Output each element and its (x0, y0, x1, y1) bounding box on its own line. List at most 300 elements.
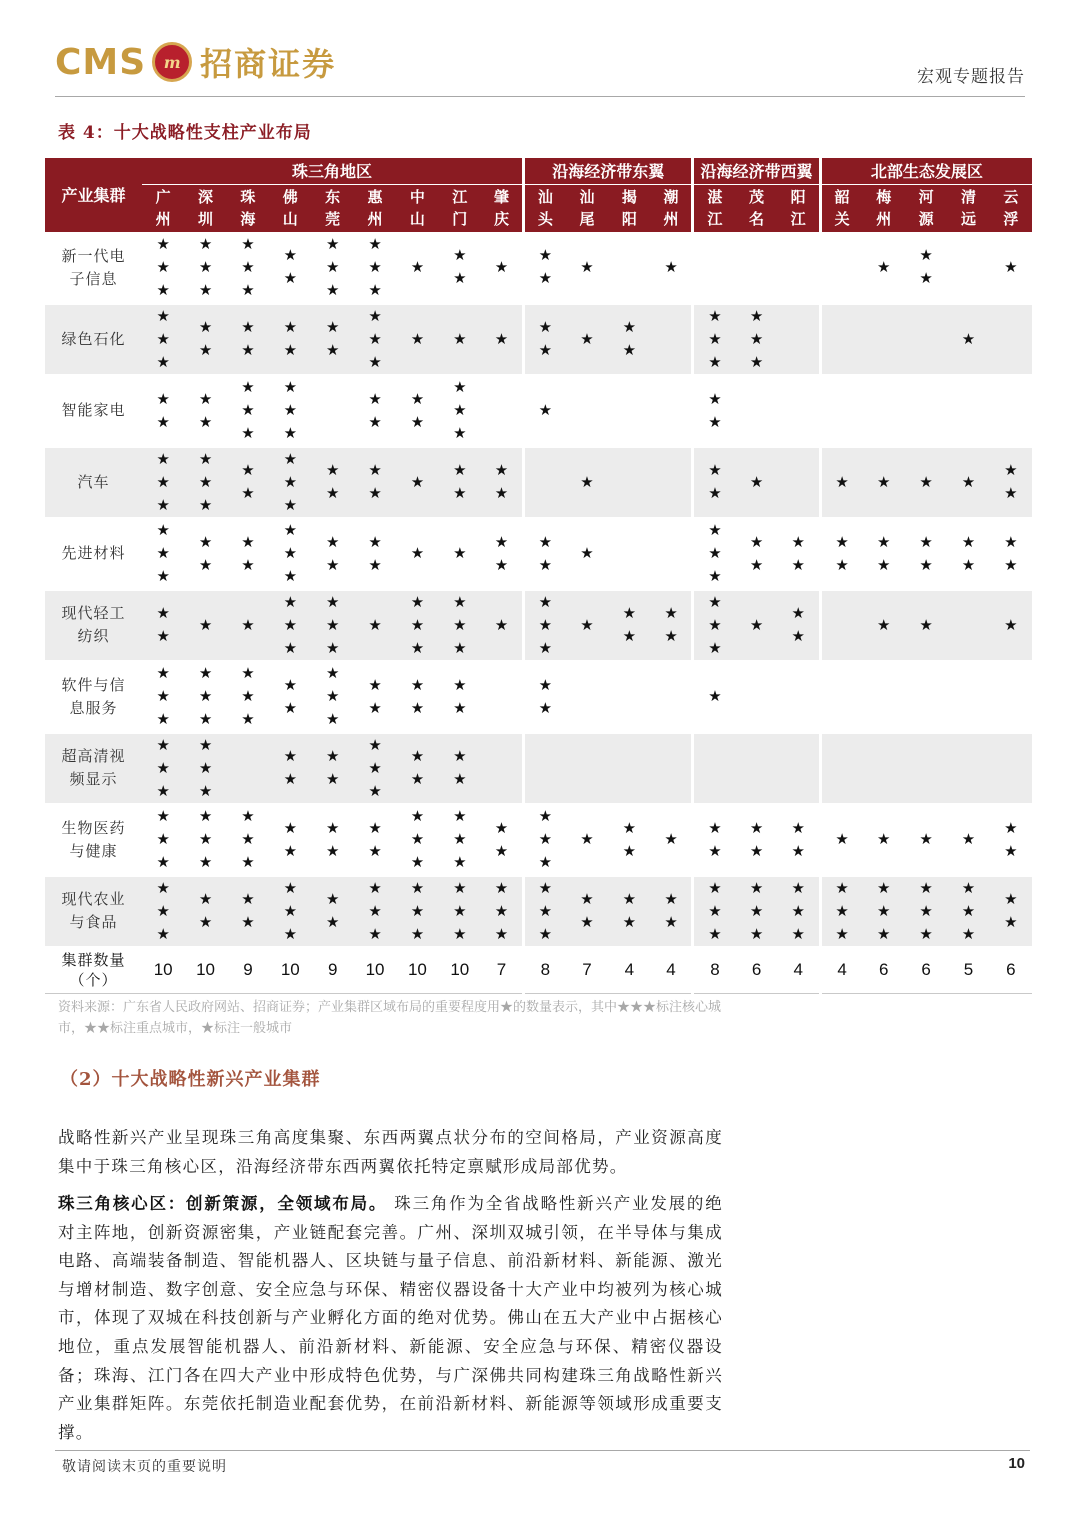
star-rating-cell (990, 447, 1032, 519)
star-icon: ★ (749, 924, 764, 943)
star-rating-cell (905, 661, 947, 733)
star-icon: ★ (835, 532, 849, 551)
section-title: （2）十大战略性新兴产业集群 (60, 1069, 321, 1090)
star-rating-cell (863, 375, 905, 447)
star-icon: ★ (494, 878, 509, 897)
star-icon: ★ (538, 401, 553, 420)
star-icon: ★ (580, 830, 594, 849)
star-rating-cell (905, 876, 947, 948)
star-icon: ★ (198, 234, 213, 253)
star-icon: ★ (453, 329, 467, 348)
count-cell: 9 (227, 947, 269, 993)
star-icon: ★ (156, 257, 170, 276)
star-icon: ★ (835, 472, 849, 491)
star-icon: ★ (791, 532, 805, 551)
star-rating-cell (184, 447, 226, 519)
star-icon: ★ (325, 710, 340, 729)
star-icon: ★ (919, 555, 933, 574)
star-icon: ★ (664, 913, 678, 932)
star-rating-cell (312, 804, 354, 876)
star-icon: ★ (410, 329, 425, 348)
star-icon: ★ (198, 280, 213, 299)
star-icon: ★ (283, 424, 298, 443)
star-rating-cell (651, 304, 693, 376)
star-icon: ★ (241, 280, 255, 299)
star-icon: ★ (961, 830, 976, 849)
star-icon: ★ (241, 532, 255, 551)
count-cell: 6 (990, 947, 1032, 993)
star-icon: ★ (453, 615, 467, 634)
star-icon: ★ (580, 913, 594, 932)
star-icon: ★ (1004, 555, 1018, 574)
star-rating-cell (396, 804, 438, 876)
star-icon: ★ (453, 461, 467, 480)
region-header: 珠三角地区 (142, 158, 523, 184)
star-icon: ★ (368, 389, 382, 408)
star-icon: ★ (538, 555, 553, 574)
star-rating-cell (693, 232, 735, 304)
star-icon: ★ (664, 627, 678, 646)
star-icon: ★ (325, 747, 340, 766)
count-cell: 6 (863, 947, 905, 993)
star-icon: ★ (919, 615, 933, 634)
star-rating-cell (142, 876, 184, 948)
industry-name: 新一代电 子信息 (45, 232, 142, 304)
star-icon: ★ (410, 853, 425, 872)
star-icon: ★ (241, 615, 255, 634)
star-icon: ★ (580, 544, 594, 563)
star-icon: ★ (156, 781, 170, 800)
star-rating-cell (990, 733, 1032, 805)
star-rating-cell (990, 661, 1032, 733)
star-icon: ★ (198, 687, 213, 706)
star-icon: ★ (410, 544, 425, 563)
star-rating-cell (269, 590, 311, 662)
star-icon: ★ (368, 306, 382, 325)
star-icon: ★ (538, 698, 553, 717)
star-icon: ★ (283, 592, 298, 611)
star-rating-cell (947, 375, 989, 447)
star-icon: ★ (919, 269, 933, 288)
star-icon: ★ (241, 341, 255, 360)
star-rating-cell (566, 876, 608, 948)
star-rating-cell (947, 733, 989, 805)
star-icon: ★ (749, 352, 764, 371)
star-icon: ★ (1004, 484, 1018, 503)
city-header: 汕 尾 (566, 184, 608, 232)
city-header: 中 山 (396, 184, 438, 232)
star-icon: ★ (410, 412, 425, 431)
star-rating-cell (905, 232, 947, 304)
city-header: 梅 州 (863, 184, 905, 232)
star-icon: ★ (198, 758, 213, 777)
city-header: 惠 州 (354, 184, 396, 232)
star-icon: ★ (708, 567, 722, 586)
star-icon: ★ (283, 698, 298, 717)
star-icon: ★ (1004, 257, 1018, 276)
star-icon: ★ (283, 544, 298, 563)
star-rating-cell (184, 232, 226, 304)
star-icon: ★ (368, 818, 382, 837)
star-rating-cell (142, 447, 184, 519)
star-icon: ★ (241, 318, 255, 337)
star-icon: ★ (708, 841, 722, 860)
star-rating-cell (142, 304, 184, 376)
star-rating-cell (608, 232, 650, 304)
star-icon: ★ (368, 461, 382, 480)
star-icon: ★ (538, 341, 553, 360)
star-icon: ★ (538, 592, 553, 611)
star-rating-cell (523, 876, 565, 948)
star-rating-cell (651, 518, 693, 590)
star-rating-cell (693, 733, 735, 805)
star-icon: ★ (283, 472, 298, 491)
star-rating-cell (184, 661, 226, 733)
star-icon: ★ (664, 257, 678, 276)
star-icon: ★ (538, 246, 553, 265)
star-rating-cell (947, 304, 989, 376)
star-rating-cell (354, 804, 396, 876)
star-rating-cell (312, 304, 354, 376)
star-icon: ★ (453, 853, 467, 872)
star-rating-cell (184, 733, 226, 805)
star-rating-cell (312, 661, 354, 733)
star-icon: ★ (453, 269, 467, 288)
star-icon: ★ (325, 913, 340, 932)
star-rating-cell (735, 232, 777, 304)
star-icon: ★ (283, 341, 298, 360)
star-icon: ★ (835, 924, 849, 943)
star-icon: ★ (325, 484, 340, 503)
industry-name: 绿色石化 (45, 304, 142, 376)
star-rating-cell (693, 518, 735, 590)
star-icon: ★ (453, 638, 467, 657)
star-rating-cell (566, 518, 608, 590)
star-rating-cell (905, 733, 947, 805)
star-rating-cell (481, 804, 523, 876)
paragraph-body: 珠三角作为全省战略性新兴产业发展的绝对主阵地，创新资源密集，产业链配套完善。广州、深圳双城引领，在半导体与集成电路、高端装备制造、智能机器人、区块链与量子信息、前沿新材料、新能源、激光与增材制造、数字创意、安全应急与环保、精密仪器设备十大产业中均被列为核心城市，体现了双城在科技创新与产业孵化方面的绝对优势。佛山在五大产业中占据核心地位，重点发展智能机器人、前沿新材料、新能源、安全应急与环保、精密仪器设备；珠海、江门各在四大产业中形成特色优势，与广深佛共同构建珠三角战略性新兴产业集群矩阵。东莞依托制造业配套优势，在前沿新材料、新能源等领域形成重要支撑。 (58, 1194, 724, 1442)
industry-name: 现代轻工 纺织 (45, 590, 142, 662)
star-icon: ★ (198, 615, 213, 634)
star-icon: ★ (580, 890, 594, 909)
star-icon: ★ (1004, 818, 1018, 837)
star-rating-cell (481, 590, 523, 662)
star-icon: ★ (156, 306, 170, 325)
count-cell: 4 (778, 947, 820, 993)
industry-name: 智能家电 (45, 375, 142, 447)
star-rating-cell (608, 304, 650, 376)
star-icon: ★ (919, 901, 933, 920)
star-icon: ★ (876, 878, 891, 897)
star-icon: ★ (368, 901, 382, 920)
count-cell: 9 (312, 947, 354, 993)
star-rating-cell (354, 661, 396, 733)
star-icon: ★ (919, 924, 933, 943)
table-row (45, 876, 1032, 948)
star-rating-cell (439, 804, 481, 876)
star-icon: ★ (876, 901, 891, 920)
star-icon: ★ (538, 853, 553, 872)
star-icon: ★ (1004, 461, 1018, 480)
star-icon: ★ (283, 246, 298, 265)
star-icon: ★ (453, 901, 467, 920)
star-icon: ★ (368, 532, 382, 551)
star-icon: ★ (410, 924, 425, 943)
star-rating-cell (863, 661, 905, 733)
city-header: 汕 头 (523, 184, 565, 232)
star-rating-cell (735, 375, 777, 447)
star-rating-cell (312, 876, 354, 948)
star-icon: ★ (538, 269, 553, 288)
industry-name: 汽车 (45, 447, 142, 519)
star-rating-cell (566, 375, 608, 447)
star-icon: ★ (325, 890, 340, 909)
star-icon: ★ (494, 841, 509, 860)
star-rating-cell (481, 518, 523, 590)
star-icon: ★ (961, 901, 976, 920)
star-icon: ★ (156, 412, 170, 431)
star-icon: ★ (749, 818, 764, 837)
star-icon: ★ (1004, 532, 1018, 551)
count-cell: 8 (523, 947, 565, 993)
star-icon: ★ (622, 913, 637, 932)
star-rating-cell (354, 590, 396, 662)
star-rating-cell (778, 590, 820, 662)
corner-label: 产业集群 (45, 158, 142, 232)
count-label: 集群数量 （个） (45, 947, 142, 993)
star-icon: ★ (708, 687, 722, 706)
star-rating-cell (693, 590, 735, 662)
star-icon: ★ (368, 675, 382, 694)
star-rating-cell (651, 804, 693, 876)
star-icon: ★ (622, 604, 637, 623)
star-rating-cell (651, 447, 693, 519)
star-icon: ★ (156, 853, 170, 872)
star-icon: ★ (198, 555, 213, 574)
star-rating-cell (608, 590, 650, 662)
page-header (55, 38, 1025, 98)
star-icon: ★ (538, 675, 553, 694)
star-icon: ★ (876, 830, 891, 849)
star-rating-cell (820, 590, 862, 662)
star-rating-cell (396, 375, 438, 447)
city-header: 韶 关 (820, 184, 862, 232)
star-icon: ★ (368, 555, 382, 574)
star-rating-cell (778, 518, 820, 590)
star-rating-cell (142, 375, 184, 447)
star-icon: ★ (198, 664, 213, 683)
star-rating-cell (778, 733, 820, 805)
star-icon: ★ (876, 257, 891, 276)
star-rating-cell (693, 876, 735, 948)
star-icon: ★ (156, 878, 170, 897)
star-rating-cell (905, 447, 947, 519)
star-icon: ★ (961, 472, 976, 491)
logo-latin: CMS (55, 41, 147, 83)
star-rating-cell (566, 447, 608, 519)
star-rating-cell (820, 804, 862, 876)
city-header: 湛 江 (693, 184, 735, 232)
star-icon: ★ (961, 329, 976, 348)
star-rating-cell (778, 447, 820, 519)
table-row (45, 733, 1032, 805)
star-icon: ★ (283, 567, 298, 586)
star-icon: ★ (241, 234, 255, 253)
industry-layout-table (45, 158, 1032, 994)
count-cell: 4 (608, 947, 650, 993)
star-icon: ★ (283, 269, 298, 288)
star-icon: ★ (708, 521, 722, 540)
star-icon: ★ (156, 687, 170, 706)
star-icon: ★ (708, 818, 722, 837)
star-icon: ★ (241, 555, 255, 574)
star-icon: ★ (283, 818, 298, 837)
industry-name: 生物医药 与健康 (45, 804, 142, 876)
star-rating-cell (269, 518, 311, 590)
star-rating-cell (142, 518, 184, 590)
star-rating-cell (396, 590, 438, 662)
star-icon: ★ (708, 615, 722, 634)
star-rating-cell (227, 876, 269, 948)
paragraph-prd-core (58, 1190, 723, 1447)
star-icon: ★ (708, 329, 722, 348)
star-icon: ★ (708, 924, 722, 943)
star-icon: ★ (156, 924, 170, 943)
star-icon: ★ (368, 412, 382, 431)
star-icon: ★ (410, 592, 425, 611)
star-icon: ★ (156, 389, 170, 408)
star-rating-cell (523, 518, 565, 590)
star-icon: ★ (494, 615, 509, 634)
count-cell: 6 (735, 947, 777, 993)
table-caption: 表 4：十大战略性支柱产业布局 (58, 123, 312, 143)
star-icon: ★ (241, 687, 255, 706)
city-header: 云 浮 (990, 184, 1032, 232)
star-icon: ★ (919, 472, 933, 491)
star-icon: ★ (538, 638, 553, 657)
star-icon: ★ (876, 615, 891, 634)
star-rating-cell (820, 447, 862, 519)
star-icon: ★ (876, 924, 891, 943)
star-rating-cell (142, 590, 184, 662)
star-icon: ★ (283, 901, 298, 920)
star-icon: ★ (453, 924, 467, 943)
star-rating-cell (990, 590, 1032, 662)
star-icon: ★ (919, 830, 933, 849)
star-icon: ★ (664, 890, 678, 909)
star-icon: ★ (708, 412, 722, 431)
table-row (45, 661, 1032, 733)
logo-chinese: 招商证券 (200, 45, 337, 83)
region-header: 沿海经济带西翼 (693, 158, 820, 184)
star-rating-cell (947, 590, 989, 662)
city-header: 肇 庆 (481, 184, 523, 232)
star-icon: ★ (791, 627, 805, 646)
star-icon: ★ (325, 257, 340, 276)
star-icon: ★ (156, 627, 170, 646)
star-icon: ★ (198, 341, 213, 360)
region-header: 北部生态发展区 (820, 158, 1032, 184)
star-rating-cell (396, 232, 438, 304)
city-header: 茂 名 (735, 184, 777, 232)
star-rating-cell (863, 232, 905, 304)
star-icon: ★ (961, 555, 976, 574)
table-row (45, 518, 1032, 590)
count-cell: 7 (566, 947, 608, 993)
count-cell: 10 (439, 947, 481, 993)
star-icon: ★ (876, 532, 891, 551)
star-icon: ★ (156, 830, 170, 849)
star-rating-cell (693, 447, 735, 519)
star-icon: ★ (368, 257, 382, 276)
logo-badge-text: m (163, 52, 181, 72)
star-icon: ★ (198, 890, 213, 909)
star-rating-cell (184, 304, 226, 376)
star-icon: ★ (1004, 841, 1018, 860)
count-cell: 10 (269, 947, 311, 993)
star-rating-cell (566, 304, 608, 376)
star-rating-cell (735, 590, 777, 662)
star-rating-cell (523, 304, 565, 376)
star-icon: ★ (708, 352, 722, 371)
star-icon: ★ (708, 484, 722, 503)
star-icon: ★ (453, 830, 467, 849)
star-icon: ★ (791, 604, 805, 623)
star-icon: ★ (708, 638, 722, 657)
star-icon: ★ (453, 878, 467, 897)
star-icon: ★ (410, 389, 425, 408)
star-rating-cell (269, 375, 311, 447)
star-icon: ★ (368, 280, 382, 299)
star-rating-cell (439, 876, 481, 948)
star-rating-cell (778, 804, 820, 876)
star-icon: ★ (1004, 913, 1018, 932)
star-icon: ★ (198, 781, 213, 800)
star-icon: ★ (241, 257, 255, 276)
page-number: 10 (1008, 1455, 1025, 1472)
star-icon: ★ (494, 484, 509, 503)
star-rating-cell (778, 375, 820, 447)
star-rating-cell (651, 375, 693, 447)
star-icon: ★ (283, 318, 298, 337)
star-icon: ★ (494, 924, 509, 943)
city-header: 揭 阳 (608, 184, 650, 232)
star-icon: ★ (198, 449, 213, 468)
star-rating-cell (735, 876, 777, 948)
star-icon: ★ (749, 532, 764, 551)
paragraph-overview: 战略性新兴产业呈现珠三角高度集聚、东西两翼点状分布的空间格局，产业资源高度集中于珠三角核心区，沿海经济带东西两翼依托特定禀赋形成局部优势。 (58, 1128, 723, 1176)
star-icon: ★ (156, 472, 170, 491)
star-rating-cell (227, 590, 269, 662)
star-icon: ★ (749, 615, 764, 634)
star-icon: ★ (453, 401, 467, 420)
star-icon: ★ (283, 449, 298, 468)
footer-note: 敬请阅读末页的重要说明 (62, 1459, 227, 1475)
star-rating-cell (481, 733, 523, 805)
star-icon: ★ (580, 472, 594, 491)
star-rating-cell (439, 447, 481, 519)
star-rating-cell (142, 661, 184, 733)
star-icon: ★ (749, 841, 764, 860)
count-cell: 10 (142, 947, 184, 993)
star-rating-cell (439, 661, 481, 733)
star-icon: ★ (241, 484, 255, 503)
star-icon: ★ (368, 878, 382, 897)
star-icon: ★ (156, 352, 170, 371)
star-icon: ★ (283, 770, 298, 789)
star-icon: ★ (708, 389, 722, 408)
industry-name: 超高清视 频显示 (45, 733, 142, 805)
